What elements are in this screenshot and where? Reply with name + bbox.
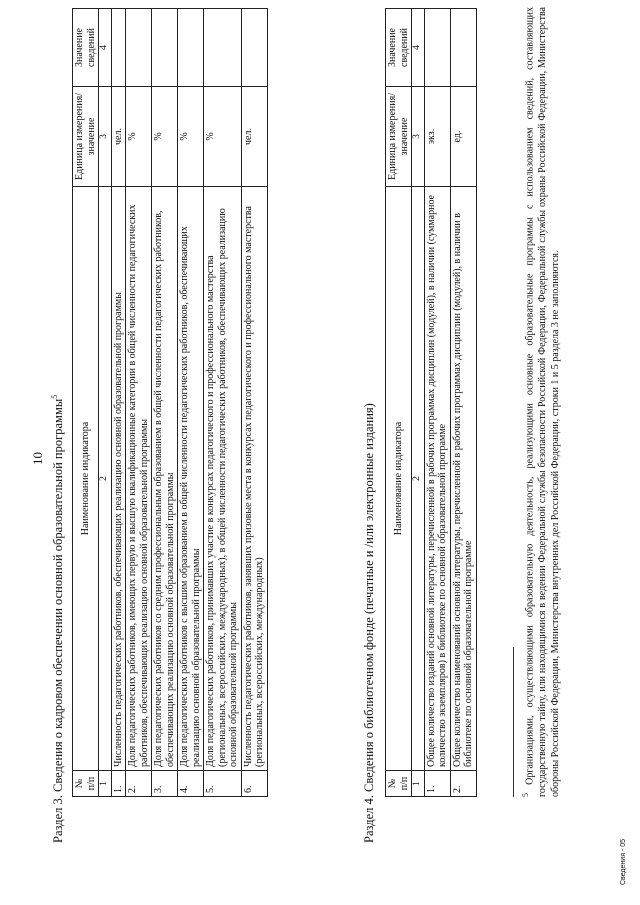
section3-title — [50, 395, 66, 843]
header-value: Значение сведений — [73, 9, 99, 87]
col-number: 1 — [412, 771, 425, 797]
header-unit: Единица измерения/значение — [73, 87, 99, 187]
unit-cell: экз. — [424, 87, 450, 187]
unit-cell: % — [204, 87, 242, 187]
footnote-text: Организациями, осуществляющими образовательную деятельность, реализующими основные образовательные программы с использованием сведений, составляющих государственную тайну, или находящимися в ведении Федеральной службы безопасности Российской Федерации, Федеральной службы охраны Российской Федерации, Министерства обороны Российской Федерации, Министерства внутренних дел Российской Федерации, строки 1 и 5 раздела 3 не заполняются. — [524, 7, 562, 797]
col-number: 3 — [99, 87, 112, 187]
value-cell[interactable] — [152, 9, 178, 87]
row-number: 2. — [126, 771, 152, 797]
section4-title: Раздел 4. Сведения о библиотечном фонде (печатные и /или электронные издания) — [362, 403, 376, 843]
unit-cell: % — [152, 87, 178, 187]
page-number: 10 — [30, 452, 45, 465]
row-number: 2. — [450, 771, 476, 797]
indicator-name: Численность педагогических работников, занявших призовые места в конкурсах педагогического и профессионального мастерства (региональных, всероссийских, международных) — [241, 187, 267, 771]
unit-cell: ед. — [450, 87, 476, 187]
unit-cell: % — [178, 87, 204, 187]
section3-table — [72, 8, 268, 797]
indicator-name: Общее количество наименований основной литературы, перечисленной в рабочих программах дисциплин (модулей), в наличии в библиотеке по основной образовательной программе — [450, 187, 476, 771]
value-cell[interactable] — [126, 9, 152, 87]
indicator-name: Общее количество изданий основной литературы, перечисленной в рабочих программах дисциплин (модулей), в наличии (суммарное количество экземпляров) в библиотеке по основной образовательной программе — [424, 187, 450, 771]
column-number-row — [99, 9, 112, 797]
value-cell[interactable] — [111, 9, 126, 87]
row-number: 6. — [241, 771, 267, 797]
indicator-name: Доля педагогических работников с высшим образованием в общей численности педагогических работников, обеспечивающих реализацию основной образовательной программы — [178, 187, 204, 771]
row-number: 4. — [178, 771, 204, 797]
table-row — [241, 9, 267, 797]
table-row — [111, 9, 126, 797]
table-row — [126, 9, 152, 797]
row-number: 3. — [152, 771, 178, 797]
section3-footnote-mark: 5 — [50, 394, 59, 399]
footnote-divider — [513, 647, 514, 797]
header-unit: Единица измерения/значение — [386, 87, 412, 187]
column-number-row — [412, 9, 425, 797]
page-footer: Сведения - 05 — [620, 839, 627, 885]
value-cell[interactable] — [424, 9, 450, 87]
table-row — [424, 9, 450, 797]
row-number: 1. — [111, 771, 126, 797]
value-cell[interactable] — [450, 9, 476, 87]
table-row — [152, 9, 178, 797]
footnote-mark: 5 — [521, 793, 530, 797]
col-number: 2 — [412, 187, 425, 771]
unit-cell: чел. — [111, 87, 126, 187]
table-header-row — [73, 9, 99, 797]
indicator-name: Доля педагогических работников, имеющих первую и высшую квалификационные категории в общей численности педагогических работников, обеспечивающих реализацию основной образовательной программы — [126, 187, 152, 771]
indicator-name: Численность педагогических работников, обеспечивающих реализацию основной образовательной программы — [111, 187, 126, 771]
header-name: Наименование индикатора — [386, 187, 412, 771]
unit-cell: % — [126, 87, 152, 187]
section4-table — [385, 8, 477, 797]
value-cell[interactable] — [241, 9, 267, 87]
table-row — [178, 9, 204, 797]
row-number: 1. — [424, 771, 450, 797]
header-num: № п/п — [386, 771, 412, 797]
value-cell[interactable] — [178, 9, 204, 87]
section3-title-text: Раздел 3. Сведения о кадровом обеспечении основной образовательной программы — [51, 398, 66, 843]
header-name: Наименование индикатора — [73, 187, 99, 771]
unit-cell: чел. — [241, 87, 267, 187]
table-header-row — [386, 9, 412, 797]
header-num: № п/п — [73, 771, 99, 797]
col-number: 4 — [99, 9, 112, 87]
col-number: 2 — [99, 187, 112, 771]
indicator-name: Доля педагогических работников, принимавших участие в конкурсах педагогического и профессионального мастерства (региональных, всероссийских, международных), в общей численности педагогических работников, обеспечивающих реализацию основной образовательной программы — [204, 187, 242, 771]
col-number: 3 — [412, 87, 425, 187]
value-cell[interactable] — [204, 9, 242, 87]
header-value: Значение сведений — [386, 9, 412, 87]
col-number: 1 — [99, 771, 112, 797]
table-row — [450, 9, 476, 797]
table-row — [204, 9, 242, 797]
footnote — [519, 7, 562, 797]
col-number: 4 — [412, 9, 425, 87]
row-number: 5. — [204, 771, 242, 797]
indicator-name: Доля педагогических работников со средним профессиональным образованием в общей численности педагогических работников, обеспечивающих реализацию основной образовательной программы — [152, 187, 178, 771]
